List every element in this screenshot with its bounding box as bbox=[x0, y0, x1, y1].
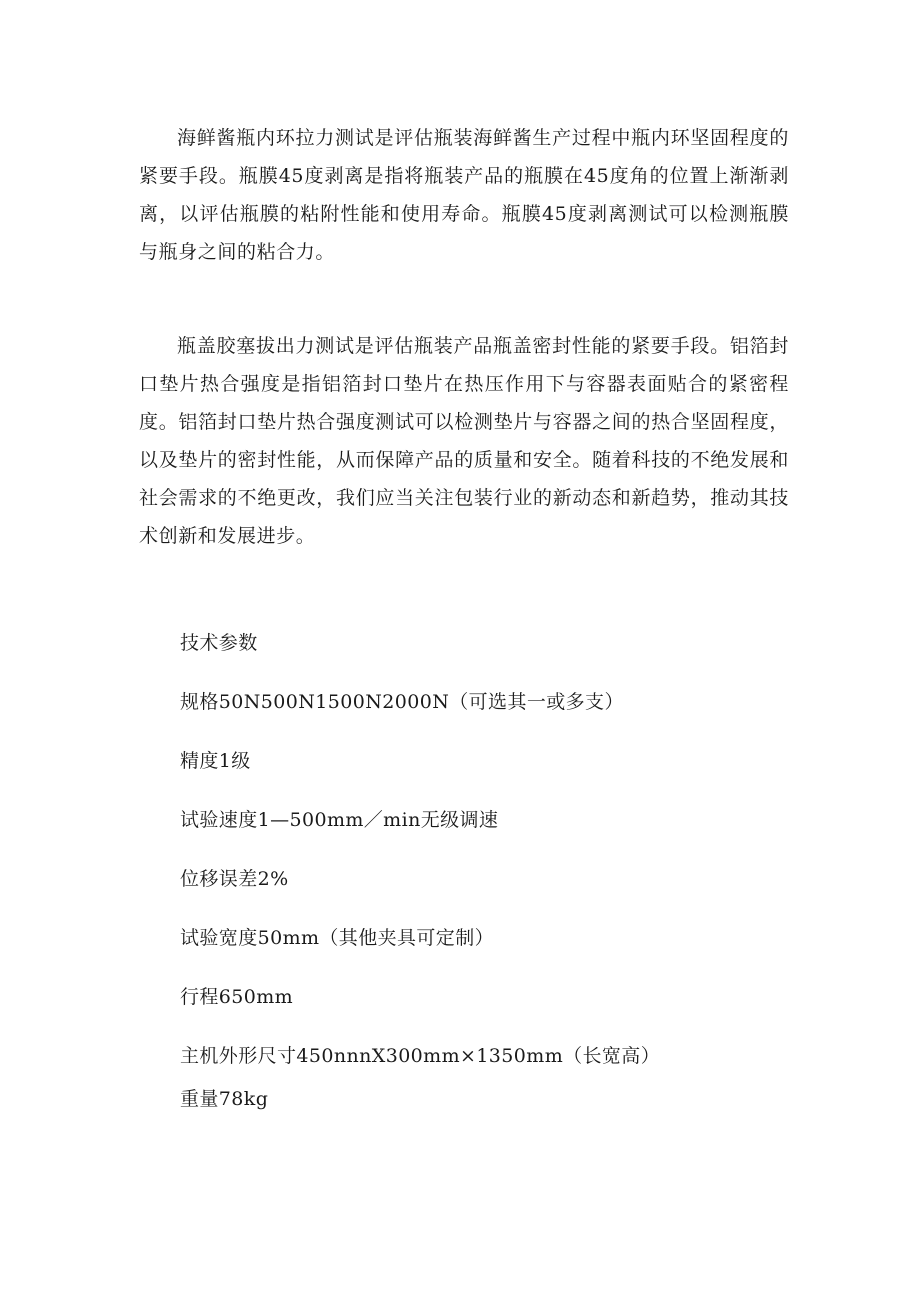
spec-item-weight: 重量78kg bbox=[180, 1088, 269, 1110]
spec-item-specification: 规格50N500N1500N2000N（可选其一或多支） bbox=[180, 691, 624, 713]
spec-item-accuracy: 精度1级 bbox=[180, 750, 251, 772]
paragraph-cap-stopper-test: 瓶盖胶塞拔出力测试是评估瓶装产品瓶盖密封性能的紧要手段。铝箔封口垫片热合强度是指铝箔封口垫片在热压作用下与容器表面贴合的紧密程度。铝箔封口垫片热合强度测试可以检测垫片与容器之间的热合坚固程度，以及垫片的密封性能，从而保障产品的质量和安全。随着科技的不绝发展和社会需求的不绝更改，我们应当关注包装行业的新动态和新趋势，推动其技术创新和发展进步。 bbox=[139, 335, 789, 547]
spec-item-dimensions: 主机外形尺寸450nnnX300mm×1350mm（长宽高） bbox=[180, 1045, 661, 1067]
paragraph-ring-pull-test: 海鲜酱瓶内环拉力测试是评估瓶装海鲜酱生产过程中瓶内环坚固程度的紧要手段。瓶膜45度剥离是指将瓶装产品的瓶膜在45度角的位置上渐渐剥离，以评估瓶膜的粘附性能和使用寿命。瓶膜45度剥离测试可以检测瓶膜与瓶身之间的粘合力。 bbox=[139, 127, 789, 263]
spec-item-stroke: 行程650mm bbox=[180, 986, 294, 1008]
spec-item-test-width: 试验宽度50mm（其他夹具可定制） bbox=[180, 927, 495, 949]
spec-item-test-speed: 试验速度1—500mm／min无级调速 bbox=[180, 809, 499, 831]
specs-heading: 技术参数 bbox=[180, 632, 258, 654]
spec-item-displacement-error: 位移误差2% bbox=[180, 868, 289, 890]
